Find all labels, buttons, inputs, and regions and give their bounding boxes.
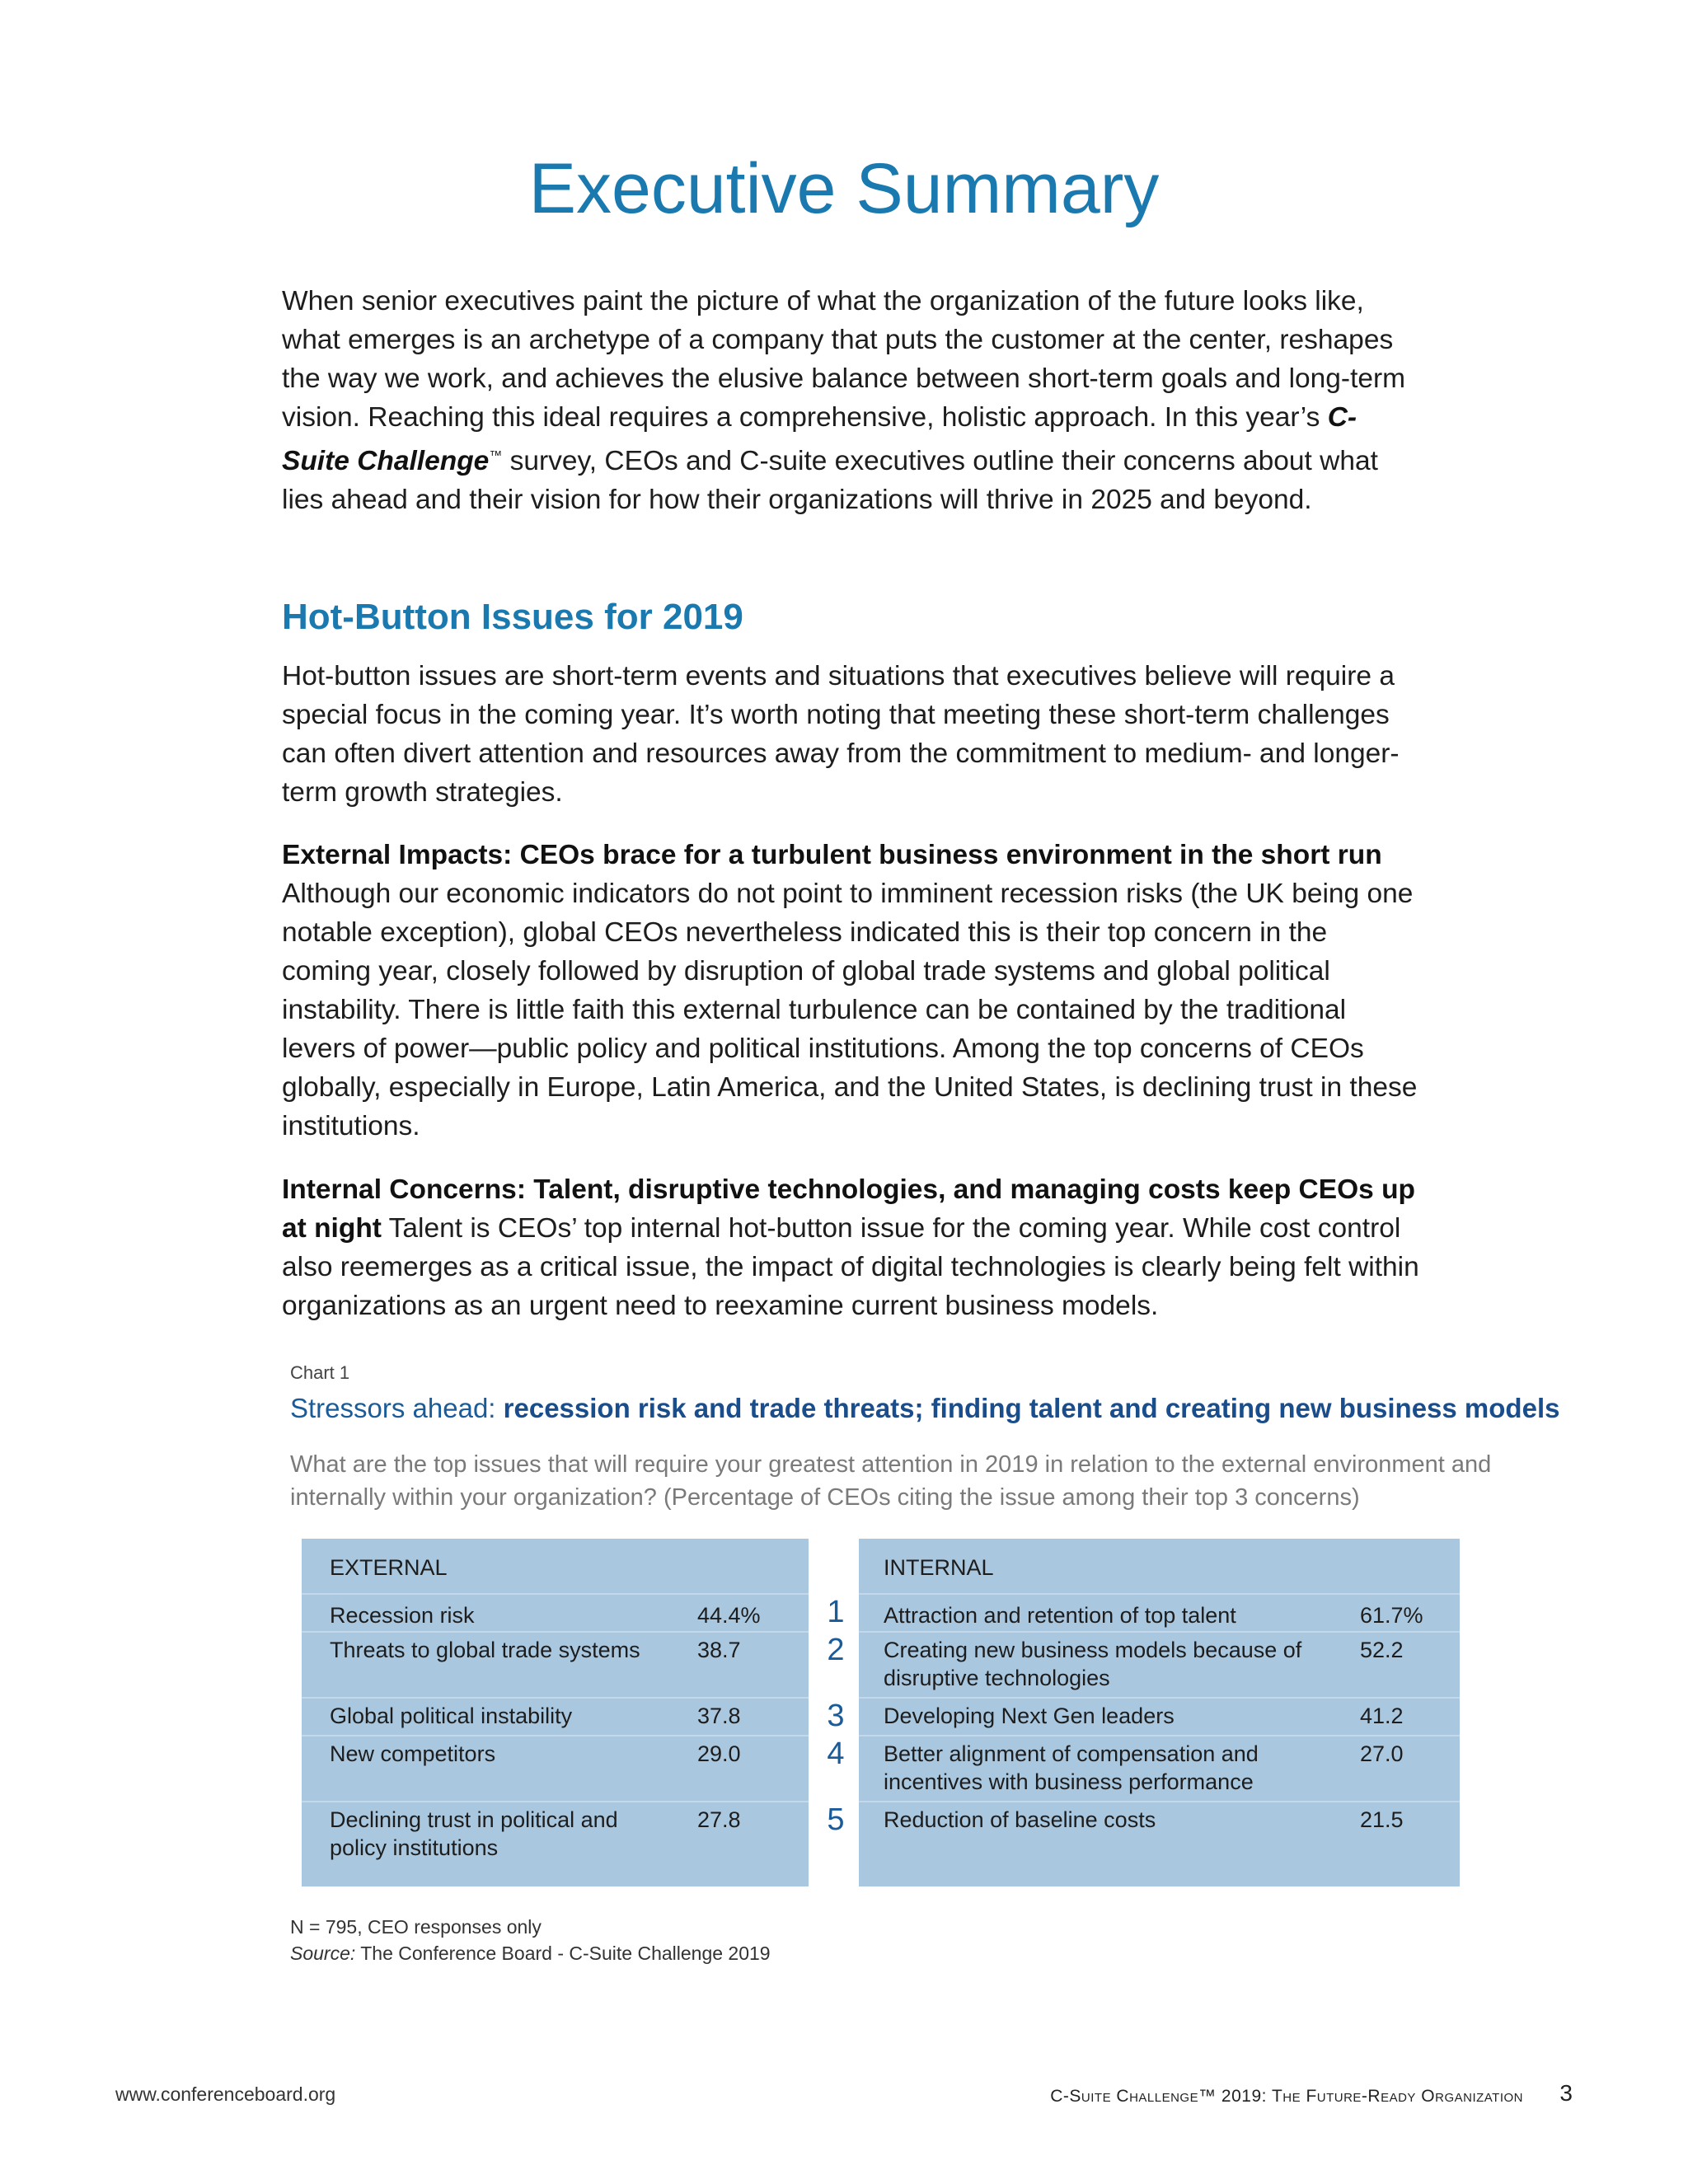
rank-number: 1 — [827, 1595, 845, 1629]
footer-url[interactable]: www.conferenceboard.org — [115, 2083, 336, 2105]
page-number: 3 — [1559, 2080, 1573, 2106]
survey-name: C-Suite Challenge — [282, 402, 1357, 477]
section-heading: Hot-Button Issues for 2019 — [282, 597, 743, 637]
rank-number: 2 — [827, 1633, 845, 1667]
table-row — [302, 1801, 809, 1877]
rank-number: 4 — [827, 1736, 845, 1771]
row-label: Global political instability — [330, 1704, 573, 1728]
source-text: The Conference Board - C-Suite Challenge 2019 — [355, 1943, 771, 1964]
row-label: Threats to global trade systems — [330, 1638, 640, 1662]
external-header: EXTERNAL — [330, 1555, 448, 1580]
trademark: ™ — [489, 449, 503, 463]
chart-question: What are the top issues that will require your greatest attention in 2019 in relation to the external environment and internally within your organization? (Percentage of CEOs citing the issue among their top 3 concerns) — [290, 1451, 1492, 1511]
intro-paragraph — [282, 282, 1423, 519]
row-value: 38.7 — [697, 1638, 741, 1662]
source-note — [290, 1943, 771, 1965]
page-title: Executive Summary — [528, 149, 1160, 228]
intro-text-before: When senior executives paint the picture of what the organization of the future looks like, what emerges is an archetype of a company that puts the customer at the center, reshapes the way we work, and achieves the elusive balance between short-term goals and long-term vision. Reaching this ideal requires a comprehensive, holistic approach. In this year’s — [282, 286, 1406, 433]
row-label: Attraction and retention of top talent — [884, 1603, 1236, 1628]
row-label: New competitors — [330, 1741, 496, 1766]
row-value: 27.8 — [697, 1807, 741, 1832]
table-row — [302, 1631, 809, 1699]
row-value: 44.4% — [697, 1603, 761, 1628]
external-issues-panel — [302, 1539, 809, 1886]
table-row — [859, 1593, 1460, 1633]
table-row — [859, 1735, 1460, 1802]
row-label: Creating new business models because of disruptive technologies — [884, 1638, 1302, 1690]
chart-title-bold: recession risk and trade threats; finding talent and creating new business models — [503, 1393, 1560, 1423]
sample-note: N = 795, CEO responses only — [290, 1916, 542, 1938]
hot-button-paragraph: Hot-button issues are short-term events and situations that executives believe will require a special focus in the coming year. It’s worth noting that meeting these short-term challenges can often divert attention and resources away from the commitment to medium- and longer-term growth strategies. — [282, 661, 1400, 808]
chart-title — [290, 1393, 1559, 1424]
row-label: Reduction of baseline costs — [884, 1807, 1156, 1832]
row-value: 27.0 — [1360, 1741, 1404, 1766]
chart-title-prefix: Stressors ahead: — [290, 1393, 504, 1423]
row-value: 61.7% — [1360, 1603, 1423, 1628]
external-impacts-lead: External Impacts: CEOs brace for a turbulent business environment in the short run — [282, 840, 1382, 870]
table-row — [859, 1801, 1460, 1877]
table-row — [859, 1631, 1460, 1699]
table-row — [302, 1735, 809, 1802]
row-label: Better alignment of compensation and incentives with business performance — [884, 1741, 1259, 1794]
internal-concerns-paragraph — [282, 1170, 1423, 1325]
table-row — [302, 1697, 809, 1736]
footer-publication-title: C-Suite Challenge™ 2019: The Future-Ready Organization — [1050, 2087, 1523, 2106]
external-impacts-text: Although our economic indicators do not point to imminent recession risks (the UK being one notable exception), global CEOs nevertheless indicated this is their top concern in the coming year, closely followed by disruption of global trade systems and global political instability. There is little faith this external turbulence can be contained by the traditional levers of power—public policy and political institutions. Among the top concerns of CEOs globally, especially in Europe, Latin America, and the United States, is declining trust in these institutions. — [282, 879, 1418, 1141]
internal-header: INTERNAL — [884, 1555, 994, 1580]
internal-concerns-lead: Internal Concerns: Talent, disruptive technologies, and managing costs keep CEOs up at night — [282, 1174, 1416, 1244]
rank-number: 5 — [827, 1802, 845, 1837]
chart-label: Chart 1 — [290, 1362, 350, 1383]
intro-text-after: survey, CEOs and C-suite executives outline their concerns about what lies ahead and their vision for how their organizations will thrive in 2025 and beyond. — [282, 446, 1378, 516]
row-value: 29.0 — [697, 1741, 741, 1766]
table-row — [859, 1697, 1460, 1736]
row-value: 21.5 — [1360, 1807, 1404, 1832]
table-row — [302, 1593, 809, 1633]
row-label: Recession risk — [330, 1603, 475, 1628]
row-label: Developing Next Gen leaders — [884, 1704, 1175, 1728]
external-impacts-paragraph — [282, 836, 1423, 1146]
internal-concerns-text: Talent is CEOs’ top internal hot-button issue for the coming year. While cost control also reemerges as a critical issue, the impact of digital technologies is clearly being felt within organizations as an urgent need to reexamine current business models. — [282, 1213, 1419, 1321]
row-label: Declining trust in political and policy institutions — [330, 1807, 618, 1860]
source-label: Source: — [290, 1943, 356, 1964]
row-value: 52.2 — [1360, 1638, 1404, 1662]
internal-issues-panel — [859, 1539, 1460, 1886]
rank-number: 3 — [827, 1699, 845, 1733]
row-value: 37.8 — [697, 1704, 741, 1728]
row-value: 41.2 — [1360, 1704, 1404, 1728]
